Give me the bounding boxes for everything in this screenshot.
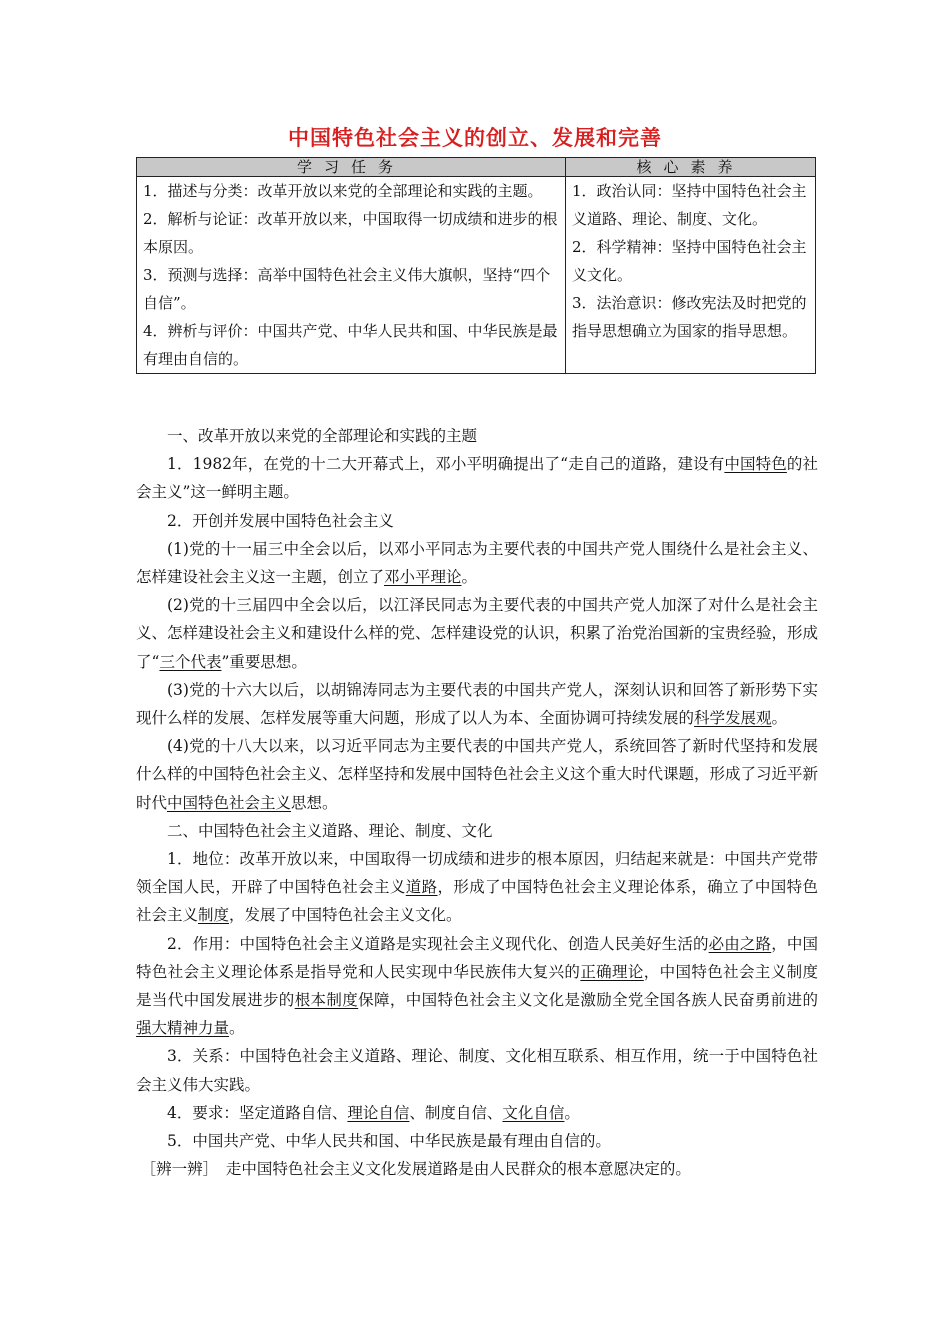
- paragraph: 1．1982年，在党的十二大开幕式上，邓小平明确提出了“走自己的道路，建设有中国特色的社会主义”这一鲜明主题。: [136, 455, 818, 502]
- paragraph: (2)党的十三届四中全会以后，以江泽民同志为主要代表的中国共产党人加深了对什么是社会主义、怎样建设社会主义和建设什么样的党、怎样建设党的认识，积累了治党治国新的宝贵经验，形成了“三个代表”重要思想。: [136, 596, 819, 671]
- document-title: 中国特色社会主义的创立、发展和完善: [288, 126, 662, 150]
- task-item: 1．描述与分类：改革开放以来党的全部理论和实践的主题。: [143, 182, 543, 200]
- paragraph: (4)党的十八大以来，以习近平同志为主要代表的中国共产党人，系统回答了新时代坚持和发展什么样的中国特色社会主义、怎样坚持和发展中国特色社会主义这个重大时代课题，形成了习近平新时代中国特色社会主义思想。: [136, 737, 819, 812]
- key-term: 邓小平理论: [384, 568, 462, 587]
- competency-item: 2．科学精神：坚持中国特色社会主义文化。: [572, 238, 807, 284]
- paragraph: (1)党的十一届三中全会以后，以邓小平同志为主要代表的中国共产党人围绕什么是社会主义、怎样建设社会主义这一主题，创立了邓小平理论。: [136, 539, 818, 587]
- header-tasks: 学习任务: [137, 158, 566, 177]
- key-term: 中国特色: [724, 455, 787, 474]
- key-term: 制度: [198, 906, 230, 925]
- task-item: 4．辨析与评价：中国共产党、中华人民共和国、中华民族是最有理由自信的。: [143, 322, 558, 368]
- main-text: [136, 422, 818, 1183]
- paragraph: 5．中国共产党、中华人民共和国、中华民族是最有理由自信的。: [167, 1132, 611, 1151]
- key-term: 根本制度: [294, 991, 359, 1010]
- tasks-cell: [137, 177, 566, 374]
- key-term: 中国特色社会主义: [167, 793, 292, 812]
- paragraph: (3)党的十六大以后，以胡锦涛同志为主要代表的中国共产党人，深刻认识和回答了新形势下实现什么样的发展、怎样发展等重大问题，形成了以人为本、全面协调可持续发展的科学发展观。: [136, 680, 818, 728]
- key-term: 理论自信: [347, 1103, 410, 1122]
- competencies-cell: [566, 177, 816, 374]
- paragraph: 4．要求：坚定道路自信、理论自信、制度自信、文化自信。: [167, 1103, 580, 1122]
- key-term: 科学发展观: [694, 709, 772, 728]
- discussion-prompt: ［辨一辨］ 走中国特色社会主义文化发展道路是由人民群众的根本意愿决定的。: [140, 1160, 691, 1179]
- section1-heading: 一、改革开放以来党的全部理论和实践的主题: [167, 427, 478, 445]
- key-term: 三个代表: [159, 652, 222, 671]
- section2-heading: 二、中国特色社会主义道路、理论、制度、文化: [167, 821, 493, 840]
- key-term: 必由之路: [708, 934, 772, 953]
- key-term: 文化自信: [502, 1103, 565, 1122]
- competency-item: 3．法治意识：修改宪法及时把党的指导思想确立为国家的指导思想。: [572, 294, 807, 340]
- header-competencies: 核心素养: [566, 158, 816, 177]
- task-item: 3．预测与选择：高举中国特色社会主义伟大旗帜，坚持“四个自信”。: [143, 266, 551, 312]
- key-term: 道路: [405, 878, 438, 897]
- paragraph: 1．地位：改革开放以来，中国取得一切成绩和进步的根本原因，归结起来就是：中国共产党带领全国人民，开辟了中国特色社会主义道路，形成了中国特色社会主义理论体系，确立了中国特色社会主义制度，发展了中国特色社会主义文化。: [136, 850, 818, 925]
- paragraph: 2．开创并发展中国特色社会主义: [167, 511, 394, 530]
- standards-table: [136, 157, 816, 374]
- paragraph: 2．作用：中国特色社会主义道路是实现社会主义现代化、创造人民美好生活的必由之路，中国特色社会主义理论体系是指导党和人民实现中华民族伟大复兴的正确理论，中国特色社会主义制度是当代中国发展进步的根本制度保障，中国特色社会主义文化是激励全党全国各族人民奋勇前进的强大精神力量。: [136, 934, 818, 1038]
- table-header-row: [137, 158, 816, 177]
- key-term: 正确理论: [580, 962, 644, 981]
- key-term: 强大精神力量: [136, 1019, 230, 1038]
- table-row: [137, 177, 816, 374]
- competency-item: 1．政治认同：坚持中国特色社会主义道路、理论、制度、文化。: [572, 182, 807, 228]
- task-item: 2．解析与论证：改革开放以来，中国取得一切成绩和进步的根本原因。: [143, 210, 558, 256]
- paragraph: 3．关系：中国特色社会主义道路、理论、制度、文化相互联系、相互作用，统一于中国特色社会主义伟大实践。: [136, 1047, 818, 1094]
